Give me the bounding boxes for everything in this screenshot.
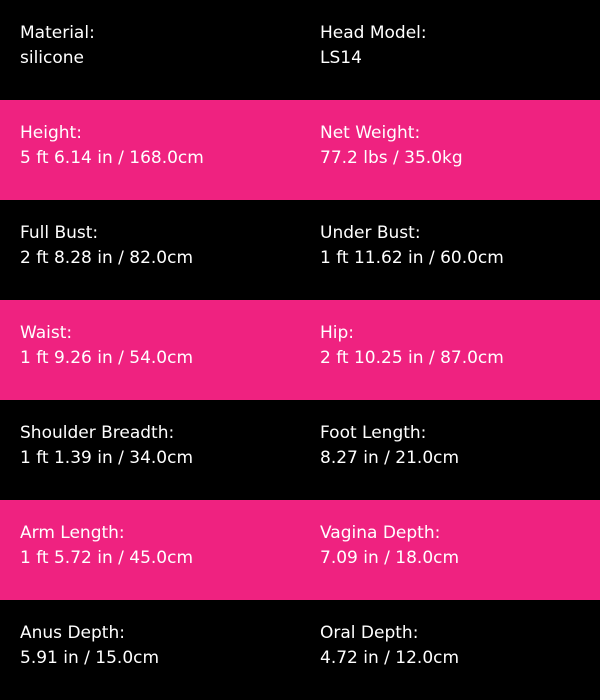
spec-cell-under-bust bbox=[300, 200, 600, 300]
spec-cell-net-weight bbox=[300, 100, 600, 200]
spec-label: Waist: bbox=[20, 323, 73, 343]
spec-cell-vagina-depth bbox=[300, 500, 600, 600]
spec-cell-foot-length bbox=[300, 400, 600, 500]
spec-cell-hip bbox=[300, 300, 600, 400]
spec-label: Hip: bbox=[320, 323, 355, 343]
spec-value: 1 ft 1.39 in / 34.0cm bbox=[20, 448, 194, 468]
spec-label: Foot Length: bbox=[320, 423, 427, 443]
spec-label: Height: bbox=[20, 123, 82, 143]
spec-value: 1 ft 5.72 in / 45.0cm bbox=[20, 548, 194, 568]
spec-row-bust bbox=[0, 200, 600, 300]
spec-value: 1 ft 11.62 in / 60.0cm bbox=[320, 248, 504, 268]
spec-row-waist-hip bbox=[0, 300, 600, 400]
spec-value: silicone bbox=[20, 48, 85, 68]
spec-value: 7.09 in / 18.0cm bbox=[320, 548, 460, 568]
spec-cell-full-bust bbox=[0, 200, 300, 300]
spec-value: 4.72 in / 12.0cm bbox=[320, 648, 460, 668]
spec-row-material bbox=[0, 0, 600, 100]
spec-cell-height bbox=[0, 100, 300, 200]
spec-value: 5 ft 6.14 in / 168.0cm bbox=[20, 148, 204, 168]
spec-label: Shoulder Breadth: bbox=[20, 423, 175, 443]
spec-label: Full Bust: bbox=[20, 223, 99, 243]
spec-row-height bbox=[0, 100, 600, 200]
spec-label: Arm Length: bbox=[20, 523, 125, 543]
spec-value: LS14 bbox=[320, 48, 362, 68]
spec-row-depths bbox=[0, 600, 600, 700]
spec-cell-oral-depth bbox=[300, 600, 600, 700]
spec-label: Net Weight: bbox=[320, 123, 421, 143]
spec-cell-arm-length bbox=[0, 500, 300, 600]
spec-cell-head-model bbox=[300, 0, 600, 100]
spec-value: 1 ft 9.26 in / 54.0cm bbox=[20, 348, 194, 368]
spec-label: Oral Depth: bbox=[320, 623, 419, 643]
spec-value: 8.27 in / 21.0cm bbox=[320, 448, 460, 468]
spec-row-shoulder-foot bbox=[0, 400, 600, 500]
spec-cell-shoulder-breadth bbox=[0, 400, 300, 500]
spec-value: 2 ft 8.28 in / 82.0cm bbox=[20, 248, 194, 268]
spec-label: Under Bust: bbox=[320, 223, 421, 243]
spec-value: 5.91 in / 15.0cm bbox=[20, 648, 160, 668]
spec-label: Head Model: bbox=[320, 23, 427, 43]
spec-value: 2 ft 10.25 in / 87.0cm bbox=[320, 348, 504, 368]
spec-value: 77.2 lbs / 35.0kg bbox=[320, 148, 463, 168]
spec-cell-anus-depth bbox=[0, 600, 300, 700]
spec-row-arm-depth bbox=[0, 500, 600, 600]
spec-label: Vagina Depth: bbox=[320, 523, 441, 543]
spec-label: Anus Depth: bbox=[20, 623, 125, 643]
spec-cell-material bbox=[0, 0, 300, 100]
spec-label: Material: bbox=[20, 23, 95, 43]
spec-cell-waist bbox=[0, 300, 300, 400]
